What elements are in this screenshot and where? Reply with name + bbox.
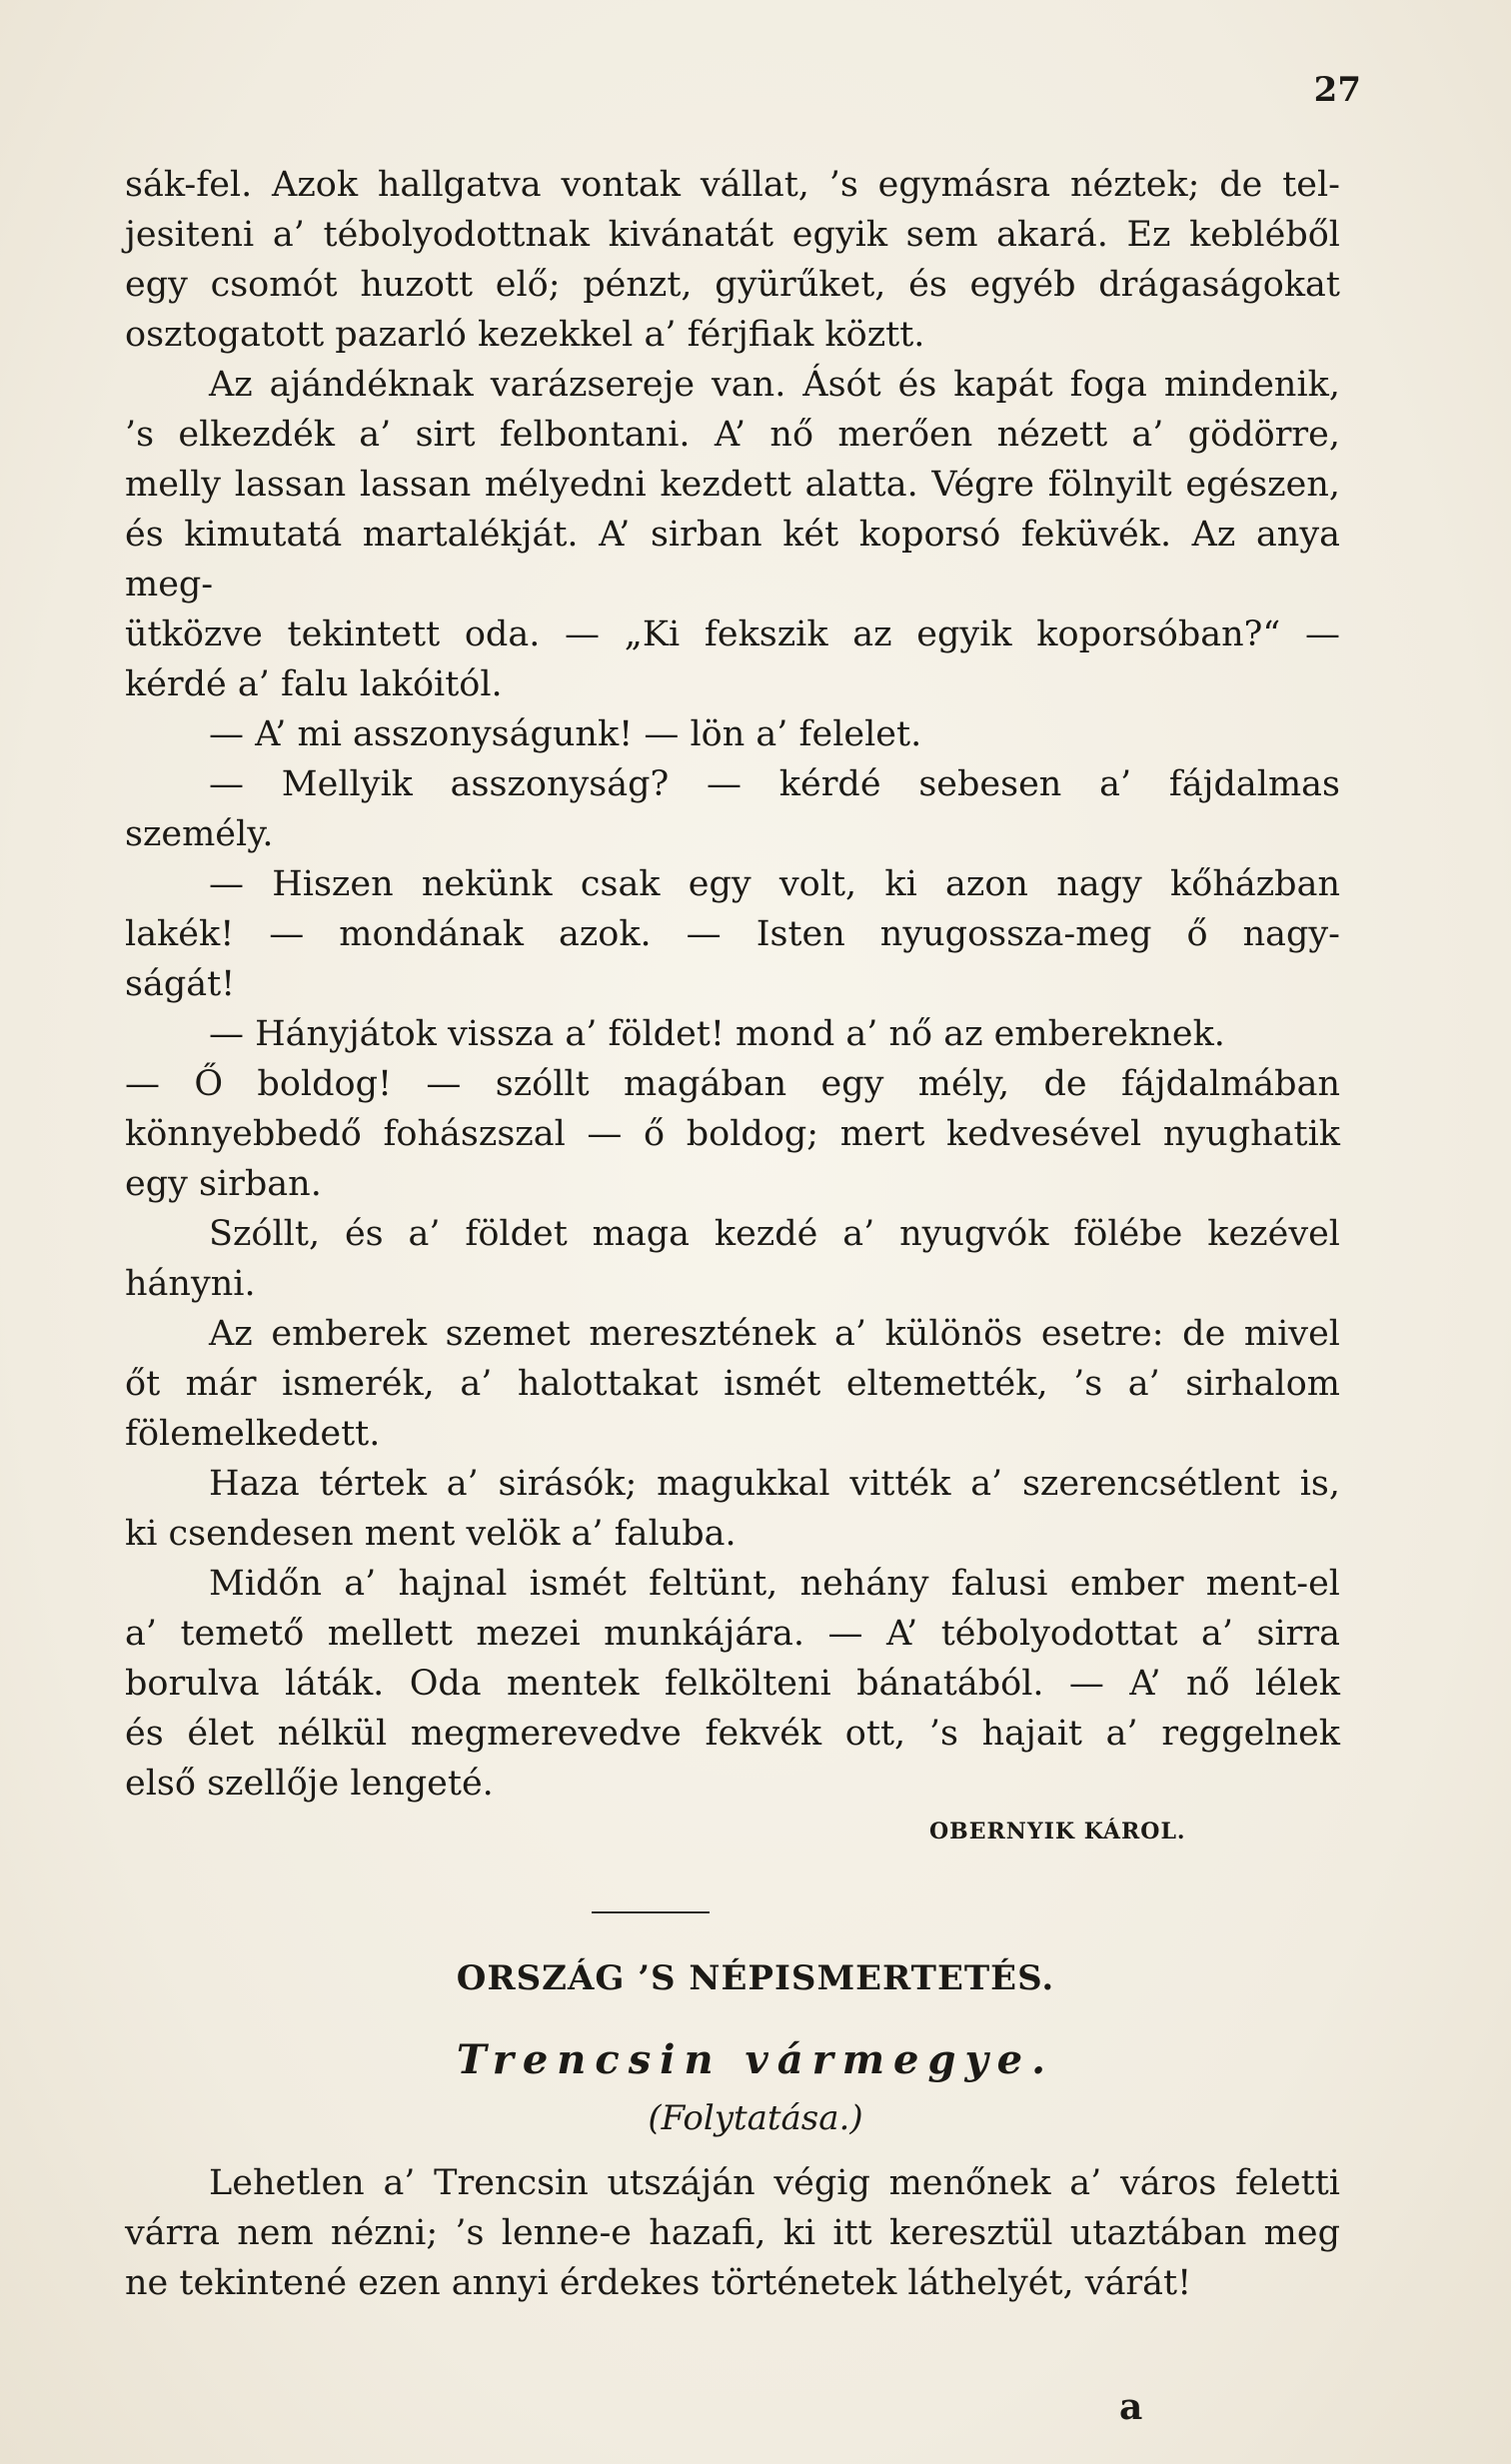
section-heading: ORSZÁG ’S NÉPISMERTETÉS.	[456, 1958, 1055, 1998]
text-line: egy sirban.	[125, 1164, 322, 1204]
text-line: személy.	[125, 814, 274, 854]
text-line: Az emberek szemet meresztének a’ különös esetre: de mivel	[209, 1314, 1340, 1354]
text-line: jesiteni a’ tébolyodottnak kivánatát egyik sem akará. Ez kebléből	[125, 215, 1340, 255]
text-line: Az ajándéknak varázsereje van. Ásót és kapát foga mindenik,	[209, 365, 1340, 405]
story-text	[125, 160, 1340, 1809]
text-line: borulva láták. Oda mentek felkölteni bánatából. — A’ nő lélek	[125, 1664, 1340, 1704]
text-line: melly lassan lassan mélyedni kezdett alatta. Végre fölnyilt egészen,	[125, 465, 1340, 505]
text-line: — Ő boldog! — szóllt magában egy mély, de fájdalmában	[125, 1064, 1340, 1104]
article-text	[125, 2158, 1340, 2308]
text-line: — Hiszen nekünk csak egy volt, ki azon nagy kőházban	[209, 864, 1340, 904]
text-line: sák-fel. Azok hallgatva vontak vállat, ’s egymásra néztek; de tel-	[125, 165, 1340, 205]
article-title: Trencsin vármegye.	[456, 2036, 1055, 2083]
text-line: ütközve tekintett oda. — „Ki fekszik az egyik koporsóban?“ —	[125, 615, 1340, 654]
text-line: első szellője lengeté.	[125, 1764, 494, 1804]
text-line: várra nem nézni; ’s lenne-e hazafi, ki itt keresztül utaztában meg	[125, 2213, 1340, 2253]
text-line: ságát!	[125, 964, 236, 1004]
section-divider	[592, 1911, 710, 1913]
text-line: könnyebbedő fohászszal — ő boldog; mert kedvesével nyughatik	[125, 1114, 1340, 1154]
text-line: lakék! — mondának azok. — Isten nyugossza-meg ő nagy-	[125, 914, 1340, 954]
text-line: hányni.	[125, 1264, 256, 1304]
text-line: és élet nélkül megmerevedve fekvék ott, ’s hajait a’ reggelnek	[125, 1714, 1340, 1754]
text-line: és kimutatá martalékját. A’ sirban két koporsó feküvék. Az anya meg-	[125, 515, 1340, 605]
text-line: kérdé a’ falu lakóitól.	[125, 664, 503, 704]
text-line: ’s elkezdék a’ sirt felbontani. A’ nő merően nézett a’ gödörre,	[125, 415, 1340, 455]
continued-note: (Folytatása.)	[648, 2098, 863, 2138]
text-line: egy csomót huzott elő; pénzt, gyürűket, és egyéb drágaságokat	[125, 265, 1340, 305]
author-signature: OBERNYIK KÁROL.	[929, 1819, 1186, 1845]
page-number: 27	[1313, 70, 1361, 110]
text-line: Midőn a’ hajnal ismét feltünt, nehány falusi ember ment-el	[209, 1564, 1340, 1604]
text-line: Haza tértek a’ sirásók; magukkal vitték a’ szerencsétlent is,	[209, 1464, 1340, 1504]
text-line: — A’ mi asszonyságunk! — lön a’ felelet.	[209, 714, 922, 754]
text-line: — Hányjátok vissza a’ földet! mond a’ nő az embereknek.	[209, 1014, 1225, 1054]
text-line: Lehetlen a’ Trencsin utszáján végig menőnek a’ város feletti	[209, 2163, 1340, 2203]
text-line: ne tekintené ezen annyi érdekes történetek láthelyét, várát!	[125, 2263, 1192, 2303]
catchword: a	[1119, 2386, 1143, 2428]
text-line: — Mellyik asszonyság? — kérdé sebesen a’ fájdalmas	[209, 764, 1340, 804]
text-line: Szóllt, és a’ földet maga kezdé a’ nyugvók fölébe kezével	[209, 1214, 1340, 1254]
text-line: a’ temető mellett mezei munkájára. — A’ tébolyodottat a’ sirra	[125, 1614, 1340, 1654]
text-line: ki csendesen ment velök a’ faluba.	[125, 1514, 737, 1554]
text-line: osztogatott pazarló kezekkel a’ férjfiak köztt.	[125, 315, 925, 355]
text-line: fölemelkedett.	[125, 1414, 381, 1454]
text-line: őt már ismerék, a’ halottakat ismét eltemették, ’s a’ sirhalom	[125, 1364, 1340, 1404]
